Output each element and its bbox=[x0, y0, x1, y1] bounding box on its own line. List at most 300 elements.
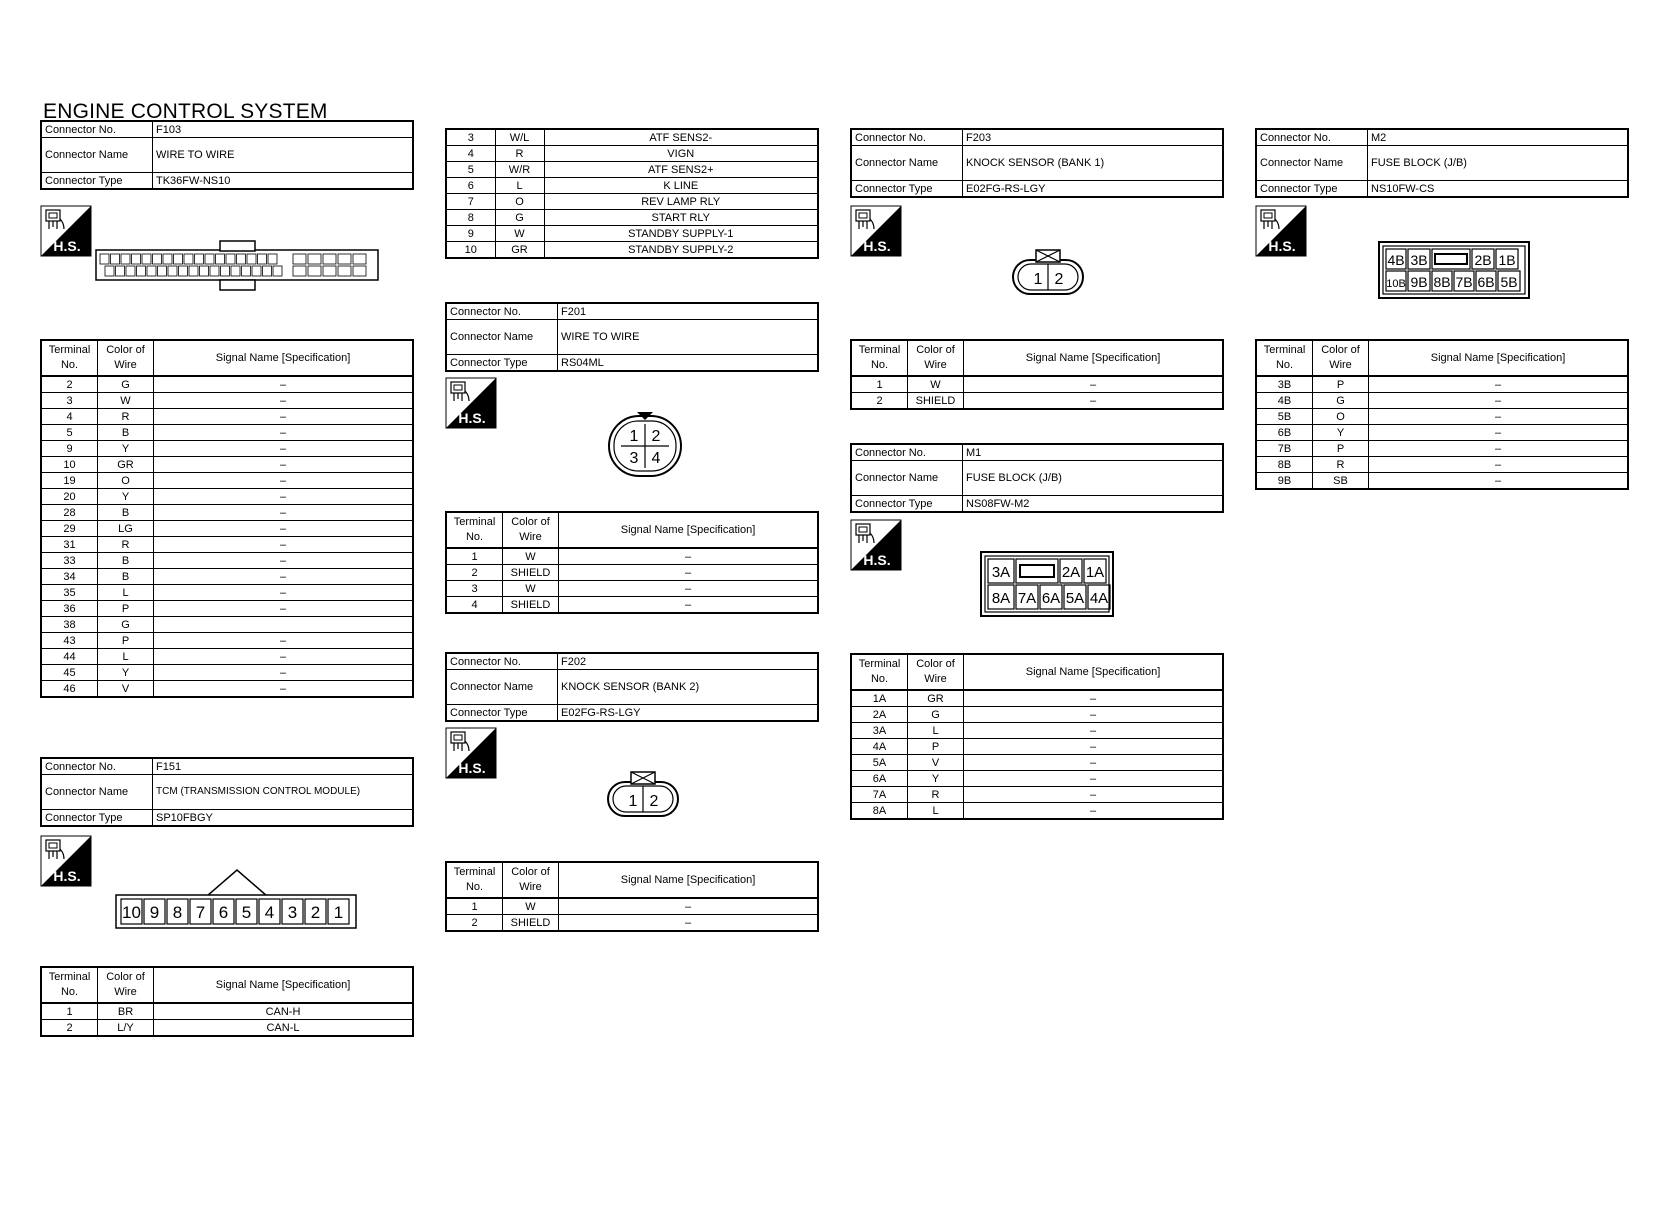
connector-f103-info bbox=[40, 120, 414, 190]
wire-color-cell: GR bbox=[98, 457, 154, 473]
wire-color-cell: P bbox=[1313, 441, 1369, 457]
wire-color-cell: O bbox=[1313, 409, 1369, 425]
wire-color-cell: SHIELD bbox=[503, 597, 559, 614]
hs-label: H.S. bbox=[458, 760, 486, 776]
connector-f151-block bbox=[40, 757, 414, 827]
connector-type-value: TK36FW-NS10 bbox=[153, 173, 414, 190]
table-row bbox=[446, 915, 818, 932]
signal-name-cell: – bbox=[154, 393, 414, 409]
terminal-no-cell: 45 bbox=[41, 665, 98, 681]
table-row bbox=[851, 707, 1223, 723]
terminal-no-cell: 34 bbox=[41, 569, 98, 585]
wire-color-cell: Y bbox=[98, 665, 154, 681]
signal-name-cell: K LINE bbox=[544, 178, 818, 194]
pin-label: 3A bbox=[991, 564, 1011, 581]
terminal-no-cell: 9 bbox=[446, 226, 495, 242]
table-row bbox=[41, 601, 413, 617]
pin-label: 5B bbox=[1500, 274, 1518, 290]
connector-type-value: NS10FW-CS bbox=[1368, 181, 1629, 198]
terminal-no-cell: 4A bbox=[851, 739, 908, 755]
table-row bbox=[446, 242, 818, 259]
connector-type-value: RS04ML bbox=[558, 355, 819, 372]
hs-label: H.S. bbox=[53, 868, 81, 884]
connector-no-label: Connector No. bbox=[851, 444, 963, 461]
pin-label: 7 bbox=[195, 903, 206, 922]
terminal-no-header: Terminal No. bbox=[41, 967, 98, 1003]
wire-color-cell: R bbox=[1313, 457, 1369, 473]
connector-type-label: Connector Type bbox=[851, 181, 963, 198]
table-row bbox=[41, 457, 413, 473]
hs-icon bbox=[850, 519, 902, 571]
pin-label: 4 bbox=[264, 903, 275, 922]
terminal-no-header: Terminal No. bbox=[851, 340, 908, 376]
color-of-wire-header: Color of Wire bbox=[503, 862, 559, 898]
wire-color-cell: L bbox=[98, 649, 154, 665]
connector-no-label: Connector No. bbox=[41, 758, 153, 775]
terminal-no-cell: 2 bbox=[446, 565, 503, 581]
signal-name-header: Signal Name [Specification] bbox=[964, 654, 1224, 690]
terminal-no-cell: 2 bbox=[41, 1020, 98, 1037]
connector-name-label: Connector Name bbox=[41, 775, 153, 810]
table-row bbox=[851, 739, 1223, 755]
terminal-no-cell: 5B bbox=[1256, 409, 1313, 425]
table-row bbox=[41, 617, 413, 633]
signal-name-header: Signal Name [Specification] bbox=[154, 340, 414, 376]
hs-label: H.S. bbox=[458, 410, 486, 426]
wire-color-cell: W bbox=[908, 376, 964, 393]
terminal-no-cell: 6A bbox=[851, 771, 908, 787]
color-of-wire-header: Color of Wire bbox=[908, 654, 964, 690]
table-row bbox=[1256, 425, 1628, 441]
connector-no-label: Connector No. bbox=[446, 653, 558, 670]
connector-no-value: M2 bbox=[1368, 129, 1629, 146]
terminal-no-cell: 7B bbox=[1256, 441, 1313, 457]
color-of-wire-header: Color of Wire bbox=[98, 967, 154, 1003]
wire-color-cell: SB bbox=[1313, 473, 1369, 490]
wire-color-cell: B bbox=[98, 569, 154, 585]
connector-no-label: Connector No. bbox=[1256, 129, 1368, 146]
connector-name-value: FUSE BLOCK (J/B) bbox=[1368, 146, 1629, 181]
pin-label: 2A bbox=[1061, 564, 1081, 581]
pin-label: 4 bbox=[651, 450, 661, 467]
pin-label: 9 bbox=[149, 903, 160, 922]
connector-no-label: Connector No. bbox=[446, 303, 558, 320]
connector-type-value: SP10FBGY bbox=[153, 810, 414, 827]
terminal-no-cell: 29 bbox=[41, 521, 98, 537]
table-row bbox=[41, 585, 413, 601]
connector-no-label: Connector No. bbox=[851, 129, 963, 146]
terminal-no-cell: 19 bbox=[41, 473, 98, 489]
wire-color-cell: B bbox=[98, 553, 154, 569]
table-row bbox=[41, 409, 413, 425]
table-row bbox=[446, 581, 818, 597]
pin-label: 2 bbox=[310, 903, 321, 922]
terminal-no-cell: 3 bbox=[446, 581, 503, 597]
signal-name-cell: – bbox=[154, 585, 414, 601]
table-row bbox=[41, 393, 413, 409]
table-row bbox=[41, 537, 413, 553]
connector-name-value: KNOCK SENSOR (BANK 1) bbox=[963, 146, 1224, 181]
signal-name-header: Signal Name [Specification] bbox=[559, 862, 819, 898]
table-row bbox=[851, 690, 1223, 707]
wire-color-cell: O bbox=[495, 194, 544, 210]
table-row bbox=[446, 226, 818, 242]
table-row bbox=[851, 803, 1223, 820]
terminal-no-cell: 3 bbox=[446, 129, 495, 146]
connector-f202-block bbox=[445, 652, 819, 722]
connector-type-value: NS08FW-M2 bbox=[963, 496, 1224, 513]
connector-f202-face bbox=[605, 770, 681, 825]
pin-label: 10 bbox=[122, 903, 141, 922]
table-row bbox=[851, 755, 1223, 771]
connector-name-value: KNOCK SENSOR (BANK 2) bbox=[558, 670, 819, 705]
terminal-no-header: Terminal No. bbox=[446, 862, 503, 898]
pin-label: 9B bbox=[1410, 274, 1428, 290]
pin-label: 5 bbox=[241, 903, 252, 922]
terminal-table-f151 bbox=[40, 966, 414, 1037]
connector-no-value: M1 bbox=[963, 444, 1224, 461]
terminal-no-cell: 7A bbox=[851, 787, 908, 803]
pin-label: 7B bbox=[1455, 274, 1473, 290]
wire-color-cell: SHIELD bbox=[503, 565, 559, 581]
wire-color-cell: LG bbox=[98, 521, 154, 537]
terminal-no-cell: 33 bbox=[41, 553, 98, 569]
pin-label: 2 bbox=[649, 793, 659, 810]
wire-color-cell: G bbox=[908, 707, 964, 723]
signal-name-cell: – bbox=[559, 597, 819, 614]
table-row bbox=[446, 129, 818, 146]
signal-name-header: Signal Name [Specification] bbox=[1369, 340, 1629, 376]
signal-name-cell: – bbox=[154, 409, 414, 425]
signal-name-cell: STANDBY SUPPLY-2 bbox=[544, 242, 818, 259]
connector-m2-block bbox=[1255, 128, 1629, 198]
signal-name-cell: – bbox=[154, 521, 414, 537]
terminal-table-m1 bbox=[850, 653, 1224, 820]
terminal-no-cell: 8A bbox=[851, 803, 908, 820]
connector-name-value: TCM (TRANSMISSION CONTROL MODULE) bbox=[153, 775, 414, 810]
wire-color-cell: BR bbox=[98, 1003, 154, 1020]
signal-name-cell: – bbox=[964, 707, 1224, 723]
connector-m1-face bbox=[980, 550, 1116, 625]
connector-f203-face bbox=[1010, 248, 1086, 303]
signal-name-cell: – bbox=[154, 457, 414, 473]
terminal-table-f202 bbox=[445, 861, 819, 932]
terminal-no-cell: 28 bbox=[41, 505, 98, 521]
signal-name-cell: – bbox=[559, 548, 819, 565]
terminal-no-cell: 35 bbox=[41, 585, 98, 601]
pin-label: 6A bbox=[1041, 590, 1061, 607]
table-row bbox=[41, 633, 413, 649]
pin-label: 8 bbox=[172, 903, 183, 922]
table-row bbox=[41, 681, 413, 698]
color-of-wire-header: Color of Wire bbox=[908, 340, 964, 376]
signal-name-cell: – bbox=[559, 581, 819, 597]
connector-m1-block bbox=[850, 443, 1224, 513]
signal-name-cell: – bbox=[559, 915, 819, 932]
connector-type-label: Connector Type bbox=[446, 355, 558, 372]
wire-color-cell: GR bbox=[908, 690, 964, 707]
connector-f201-block bbox=[445, 302, 819, 372]
terminal-no-cell: 36 bbox=[41, 601, 98, 617]
terminal-no-cell: 38 bbox=[41, 617, 98, 633]
table-row bbox=[41, 376, 413, 393]
signal-name-cell: – bbox=[964, 723, 1224, 739]
signal-name-header: Signal Name [Specification] bbox=[559, 512, 819, 548]
terminal-no-cell: 1 bbox=[446, 898, 503, 915]
connector-no-value: F201 bbox=[558, 303, 819, 320]
table-row bbox=[41, 489, 413, 505]
signal-name-cell: – bbox=[154, 473, 414, 489]
connector-f203-block bbox=[850, 128, 1224, 198]
terminal-no-cell: 20 bbox=[41, 489, 98, 505]
table-row bbox=[41, 425, 413, 441]
wire-color-cell: W bbox=[503, 898, 559, 915]
hs-label: H.S. bbox=[1268, 238, 1296, 254]
terminal-no-header: Terminal No. bbox=[446, 512, 503, 548]
terminal-no-cell: 9B bbox=[1256, 473, 1313, 490]
table-row bbox=[1256, 457, 1628, 473]
signal-name-cell: – bbox=[964, 803, 1224, 820]
terminal-table-f203 bbox=[850, 339, 1224, 410]
table-row bbox=[851, 723, 1223, 739]
connector-no-value: F203 bbox=[963, 129, 1224, 146]
connector-name-label: Connector Name bbox=[1256, 146, 1368, 181]
color-of-wire-header: Color of Wire bbox=[503, 512, 559, 548]
wire-color-cell: L/Y bbox=[98, 1020, 154, 1037]
wire-color-cell: P bbox=[1313, 376, 1369, 393]
table-row bbox=[41, 473, 413, 489]
table-row bbox=[1256, 473, 1628, 490]
page-title: ENGINE CONTROL SYSTEM bbox=[43, 100, 328, 123]
signal-name-cell: – bbox=[154, 633, 414, 649]
terminal-no-cell: 2 bbox=[41, 376, 98, 393]
wire-color-cell: B bbox=[98, 505, 154, 521]
wire-color-cell: SHIELD bbox=[503, 915, 559, 932]
wire-color-cell: P bbox=[908, 739, 964, 755]
signal-name-cell: – bbox=[154, 537, 414, 553]
connector-no-value: F103 bbox=[153, 121, 414, 138]
hs-label: H.S. bbox=[863, 238, 891, 254]
wire-color-cell: Y bbox=[1313, 425, 1369, 441]
terminal-no-header: Terminal No. bbox=[1256, 340, 1313, 376]
terminal-no-cell: 10 bbox=[446, 242, 495, 259]
connector-name-value: WIRE TO WIRE bbox=[153, 138, 414, 173]
signal-name-cell: START RLY bbox=[544, 210, 818, 226]
terminal-no-cell: 5 bbox=[41, 425, 98, 441]
signal-name-header: Signal Name [Specification] bbox=[964, 340, 1224, 376]
connector-name-label: Connector Name bbox=[446, 320, 558, 355]
signal-name-cell: – bbox=[964, 690, 1224, 707]
table-row bbox=[851, 787, 1223, 803]
signal-name-header: Signal Name [Specification] bbox=[154, 967, 414, 1003]
pin-label: 10B bbox=[1386, 278, 1406, 290]
terminal-no-header: Terminal No. bbox=[851, 654, 908, 690]
table-row bbox=[446, 548, 818, 565]
connector-type-label: Connector Type bbox=[41, 810, 153, 827]
connector-name-value: FUSE BLOCK (J/B) bbox=[963, 461, 1224, 496]
signal-name-cell: – bbox=[1369, 441, 1629, 457]
pin-label: 1 bbox=[1033, 271, 1043, 288]
terminal-no-cell: 3A bbox=[851, 723, 908, 739]
color-of-wire-header: Color of Wire bbox=[1313, 340, 1369, 376]
connector-m2-face bbox=[1378, 240, 1534, 307]
signal-name-cell bbox=[154, 617, 414, 633]
connector-type-label: Connector Type bbox=[851, 496, 963, 513]
wire-color-cell: W bbox=[503, 581, 559, 597]
hs-icon bbox=[40, 835, 92, 887]
wire-color-cell: V bbox=[98, 681, 154, 698]
connector-name-value: WIRE TO WIRE bbox=[558, 320, 819, 355]
signal-name-cell: – bbox=[1369, 425, 1629, 441]
wire-color-cell: R bbox=[98, 409, 154, 425]
wire-color-cell: W bbox=[98, 393, 154, 409]
connector-name-label: Connector Name bbox=[446, 670, 558, 705]
wire-color-cell: Y bbox=[908, 771, 964, 787]
pin-label: 4A bbox=[1089, 590, 1109, 607]
table-row bbox=[446, 210, 818, 226]
pin-label: 1B bbox=[1498, 252, 1516, 268]
table-row bbox=[1256, 393, 1628, 409]
pin-label: 1 bbox=[628, 793, 638, 810]
table-row bbox=[41, 1020, 413, 1037]
signal-name-cell: – bbox=[1369, 473, 1629, 490]
pin-label: 3B bbox=[1410, 252, 1428, 268]
pin-label: 6 bbox=[218, 903, 229, 922]
terminal-no-cell: 6B bbox=[1256, 425, 1313, 441]
wire-color-cell: Y bbox=[98, 441, 154, 457]
wire-color-cell: L bbox=[495, 178, 544, 194]
signal-name-cell: – bbox=[154, 665, 414, 681]
signal-name-cell: – bbox=[154, 569, 414, 585]
connector-name-label: Connector Name bbox=[851, 146, 963, 181]
terminal-no-cell: 46 bbox=[41, 681, 98, 698]
signal-name-cell: – bbox=[154, 505, 414, 521]
terminal-no-cell: 3 bbox=[41, 393, 98, 409]
hs-label: H.S. bbox=[53, 238, 81, 254]
wire-color-cell: L bbox=[98, 585, 154, 601]
table-row bbox=[41, 569, 413, 585]
pin-label: 8B bbox=[1433, 274, 1451, 290]
terminal-no-cell: 2A bbox=[851, 707, 908, 723]
terminal-no-cell: 6 bbox=[446, 178, 495, 194]
hs-icon bbox=[445, 377, 497, 429]
pin-label: 5A bbox=[1065, 590, 1085, 607]
hs-label: H.S. bbox=[863, 552, 891, 568]
pin-label: 3 bbox=[629, 450, 639, 467]
wire-color-cell: R bbox=[495, 146, 544, 162]
signal-name-cell: – bbox=[964, 771, 1224, 787]
terminal-no-cell: 4B bbox=[1256, 393, 1313, 409]
wire-color-cell: GR bbox=[495, 242, 544, 259]
wire-color-cell: W/R bbox=[495, 162, 544, 178]
table-row bbox=[446, 146, 818, 162]
table-row bbox=[41, 553, 413, 569]
hs-icon bbox=[1255, 205, 1307, 257]
table-row bbox=[41, 649, 413, 665]
pin-label: 2 bbox=[1054, 271, 1064, 288]
table-row bbox=[41, 441, 413, 457]
signal-name-cell: REV LAMP RLY bbox=[544, 194, 818, 210]
pin-label: 6B bbox=[1477, 274, 1495, 290]
pin-label: 7A bbox=[1017, 590, 1037, 607]
table-row bbox=[851, 376, 1223, 393]
wire-color-cell: R bbox=[908, 787, 964, 803]
terminal-no-cell: 44 bbox=[41, 649, 98, 665]
wire-color-cell: W bbox=[495, 226, 544, 242]
signal-name-cell: – bbox=[154, 425, 414, 441]
pin-label: 2B bbox=[1474, 252, 1492, 268]
terminal-no-cell: 9 bbox=[41, 441, 98, 457]
terminal-no-cell: 8B bbox=[1256, 457, 1313, 473]
signal-name-cell: – bbox=[154, 553, 414, 569]
signal-name-cell: – bbox=[154, 489, 414, 505]
wire-color-cell: SHIELD bbox=[908, 393, 964, 410]
terminal-no-cell: 31 bbox=[41, 537, 98, 553]
table-row bbox=[446, 597, 818, 614]
pin-label: 1 bbox=[629, 428, 639, 445]
connector-no-value: F151 bbox=[153, 758, 414, 775]
signal-name-cell: – bbox=[154, 441, 414, 457]
connector-f151-face bbox=[115, 868, 360, 935]
wire-color-cell: W/L bbox=[495, 129, 544, 146]
signal-name-cell: STANDBY SUPPLY-1 bbox=[544, 226, 818, 242]
terminal-no-cell: 7 bbox=[446, 194, 495, 210]
wire-color-cell: V bbox=[908, 755, 964, 771]
signal-name-cell: VIGN bbox=[544, 146, 818, 162]
connector-name-label: Connector Name bbox=[851, 461, 963, 496]
wire-color-cell: O bbox=[98, 473, 154, 489]
terminal-no-cell: 1 bbox=[41, 1003, 98, 1020]
connector-type-label: Connector Type bbox=[446, 705, 558, 722]
pin-label: 3 bbox=[287, 903, 298, 922]
terminal-no-cell: 5 bbox=[446, 162, 495, 178]
wire-color-cell: G bbox=[1313, 393, 1369, 409]
pin-label: 2 bbox=[651, 428, 661, 445]
table-row bbox=[446, 162, 818, 178]
signal-name-cell: – bbox=[1369, 376, 1629, 393]
connector-type-value: E02FG-RS-LGY bbox=[963, 181, 1224, 198]
table-row bbox=[446, 178, 818, 194]
signal-name-cell: – bbox=[154, 681, 414, 698]
table-row bbox=[1256, 441, 1628, 457]
signal-name-cell: CAN-H bbox=[154, 1003, 414, 1020]
signal-name-cell: – bbox=[964, 739, 1224, 755]
connector-type-label: Connector Type bbox=[1256, 181, 1368, 198]
pin-label: 8A bbox=[991, 590, 1011, 607]
signal-name-cell: – bbox=[1369, 393, 1629, 409]
signal-name-cell: – bbox=[559, 565, 819, 581]
signal-name-cell: CAN-L bbox=[154, 1020, 414, 1037]
wire-color-cell: P bbox=[98, 633, 154, 649]
connector-no-label: Connector No. bbox=[41, 121, 153, 138]
terminal-no-cell: 4 bbox=[446, 597, 503, 614]
terminal-no-header: Terminal No. bbox=[41, 340, 98, 376]
table-row bbox=[446, 565, 818, 581]
signal-name-cell: – bbox=[964, 393, 1224, 410]
wire-color-cell: P bbox=[98, 601, 154, 617]
wire-color-cell: R bbox=[98, 537, 154, 553]
connector-f201-face bbox=[605, 410, 685, 487]
table-row bbox=[446, 194, 818, 210]
terminal-no-cell: 10 bbox=[41, 457, 98, 473]
connector-f103-block bbox=[40, 120, 414, 190]
connector-f103-face bbox=[95, 240, 380, 301]
wire-color-cell: B bbox=[98, 425, 154, 441]
connector-no-value: F202 bbox=[558, 653, 819, 670]
connector-type-label: Connector Type bbox=[41, 173, 153, 190]
pin-label: 1 bbox=[333, 903, 344, 922]
signal-name-cell: – bbox=[1369, 409, 1629, 425]
